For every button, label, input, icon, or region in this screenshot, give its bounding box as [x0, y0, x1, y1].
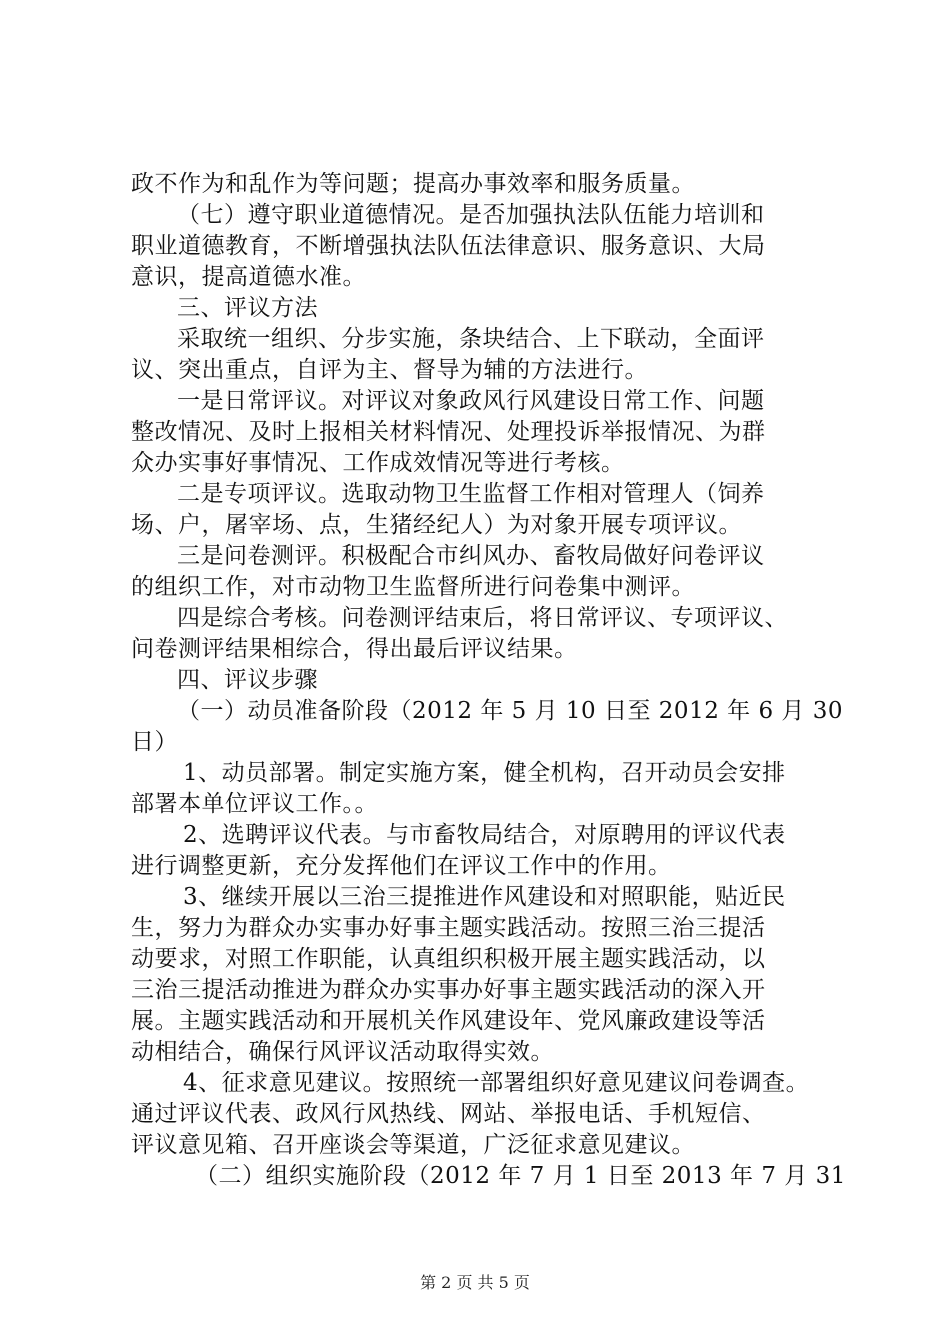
text-line-6: 采取统一组织、分步实施，条块结合、上下联动，全面评 — [177, 326, 765, 352]
text-line-24: 3、继续开展以三治三提推进作风建设和对照职能，贴近民 — [183, 884, 786, 910]
text-line-21: 部署本单位评议工作。。 — [131, 791, 378, 817]
document-body — [131, 169, 851, 1192]
text-line-3: 职业道德教育，不断增强执法队伍法律意识、服务意识、大局 — [131, 233, 766, 259]
page-footer: 第 2 页 共 5 页 — [420, 1273, 530, 1292]
text-line-12: 场、户，屠宰场、点，生猪经纪人）为对象开展专项评议。 — [131, 512, 742, 538]
text-line-19: 日） — [131, 729, 178, 755]
text-line-33: （二）组织实施阶段（2012 年 7 月 1 日至 2013 年 7 月 31 — [195, 1163, 846, 1189]
text-line-28: 展。主题实践活动和开展机关作风建设年、党风廉政建设等活 — [131, 1008, 766, 1034]
text-line-13: 三是问卷测评。积极配合市纠风办、畜牧局做好问卷评议 — [177, 543, 765, 569]
text-line-26: 动要求，对照工作职能，认真组织积极开展主题实践活动，以 — [131, 946, 766, 972]
text-line-14: 的组织工作，对市动物卫生监督所进行问卷集中测评。 — [131, 574, 695, 600]
section-heading-3: 三、评议方法 — [177, 295, 318, 321]
text-line-31: 通过评议代表、政风行风热线、网站、举报电话、手机短信、 — [131, 1101, 766, 1127]
text-line-20: 1、动员部署。制定实施方案，健全机构，召开动员会安排 — [183, 760, 786, 786]
text-line-29: 动相结合，确保行风评议活动取得实效。 — [131, 1039, 554, 1065]
text-line-16: 问卷测评结果相综合，得出最后评议结果。 — [131, 636, 578, 662]
text-line-15: 四是综合考核。问卷测评结束后，将日常评议、专项评议、 — [177, 605, 788, 631]
text-line-2: （七）遵守职业道德情况。是否加强执法队伍能力培训和 — [177, 202, 765, 228]
text-line-11: 二是专项评议。选取动物卫生监督工作相对管理人（饲养 — [177, 481, 765, 507]
text-line-10: 众办实事好事情况、工作成效情况等进行考核。 — [131, 450, 625, 476]
text-line-23: 进行调整更新，充分发挥他们在评议工作中的作用。 — [131, 853, 672, 879]
section-heading-4: 四、评议步骤 — [177, 667, 318, 693]
text-line-27: 三治三提活动推进为群众办实事办好事主题实践活动的深入开 — [131, 977, 766, 1003]
text-line-9: 整改情况、及时上报相关材料情况、处理投诉举报情况、为群 — [131, 419, 766, 445]
text-line-25: 生，努力为群众办实事办好事主题实践活动。按照三治三提活 — [131, 915, 766, 941]
text-line-22: 2、选聘评议代表。与市畜牧局结合，对原聘用的评议代表 — [183, 822, 786, 848]
text-line-30: 4、征求意见建议。按照统一部署组织好意见建议问卷调查。 — [183, 1070, 810, 1096]
text-line-8: 一是日常评议。对评议对象政风行风建设日常工作、问题 — [177, 388, 765, 414]
text-line-4: 意识，提高道德水准。 — [131, 264, 366, 290]
text-line-7: 议、突出重点，自评为主、督导为辅的方法进行。 — [131, 357, 648, 383]
text-line-1: 政不作为和乱作为等问题；提高办事效率和服务质量。 — [131, 171, 695, 197]
text-line-18: （一）动员准备阶段（2012 年 5 月 10 日至 2012 年 6 月 30 — [177, 698, 843, 724]
text-line-32: 评议意见箱、召开座谈会等渠道，广泛征求意见建议。 — [131, 1132, 695, 1158]
